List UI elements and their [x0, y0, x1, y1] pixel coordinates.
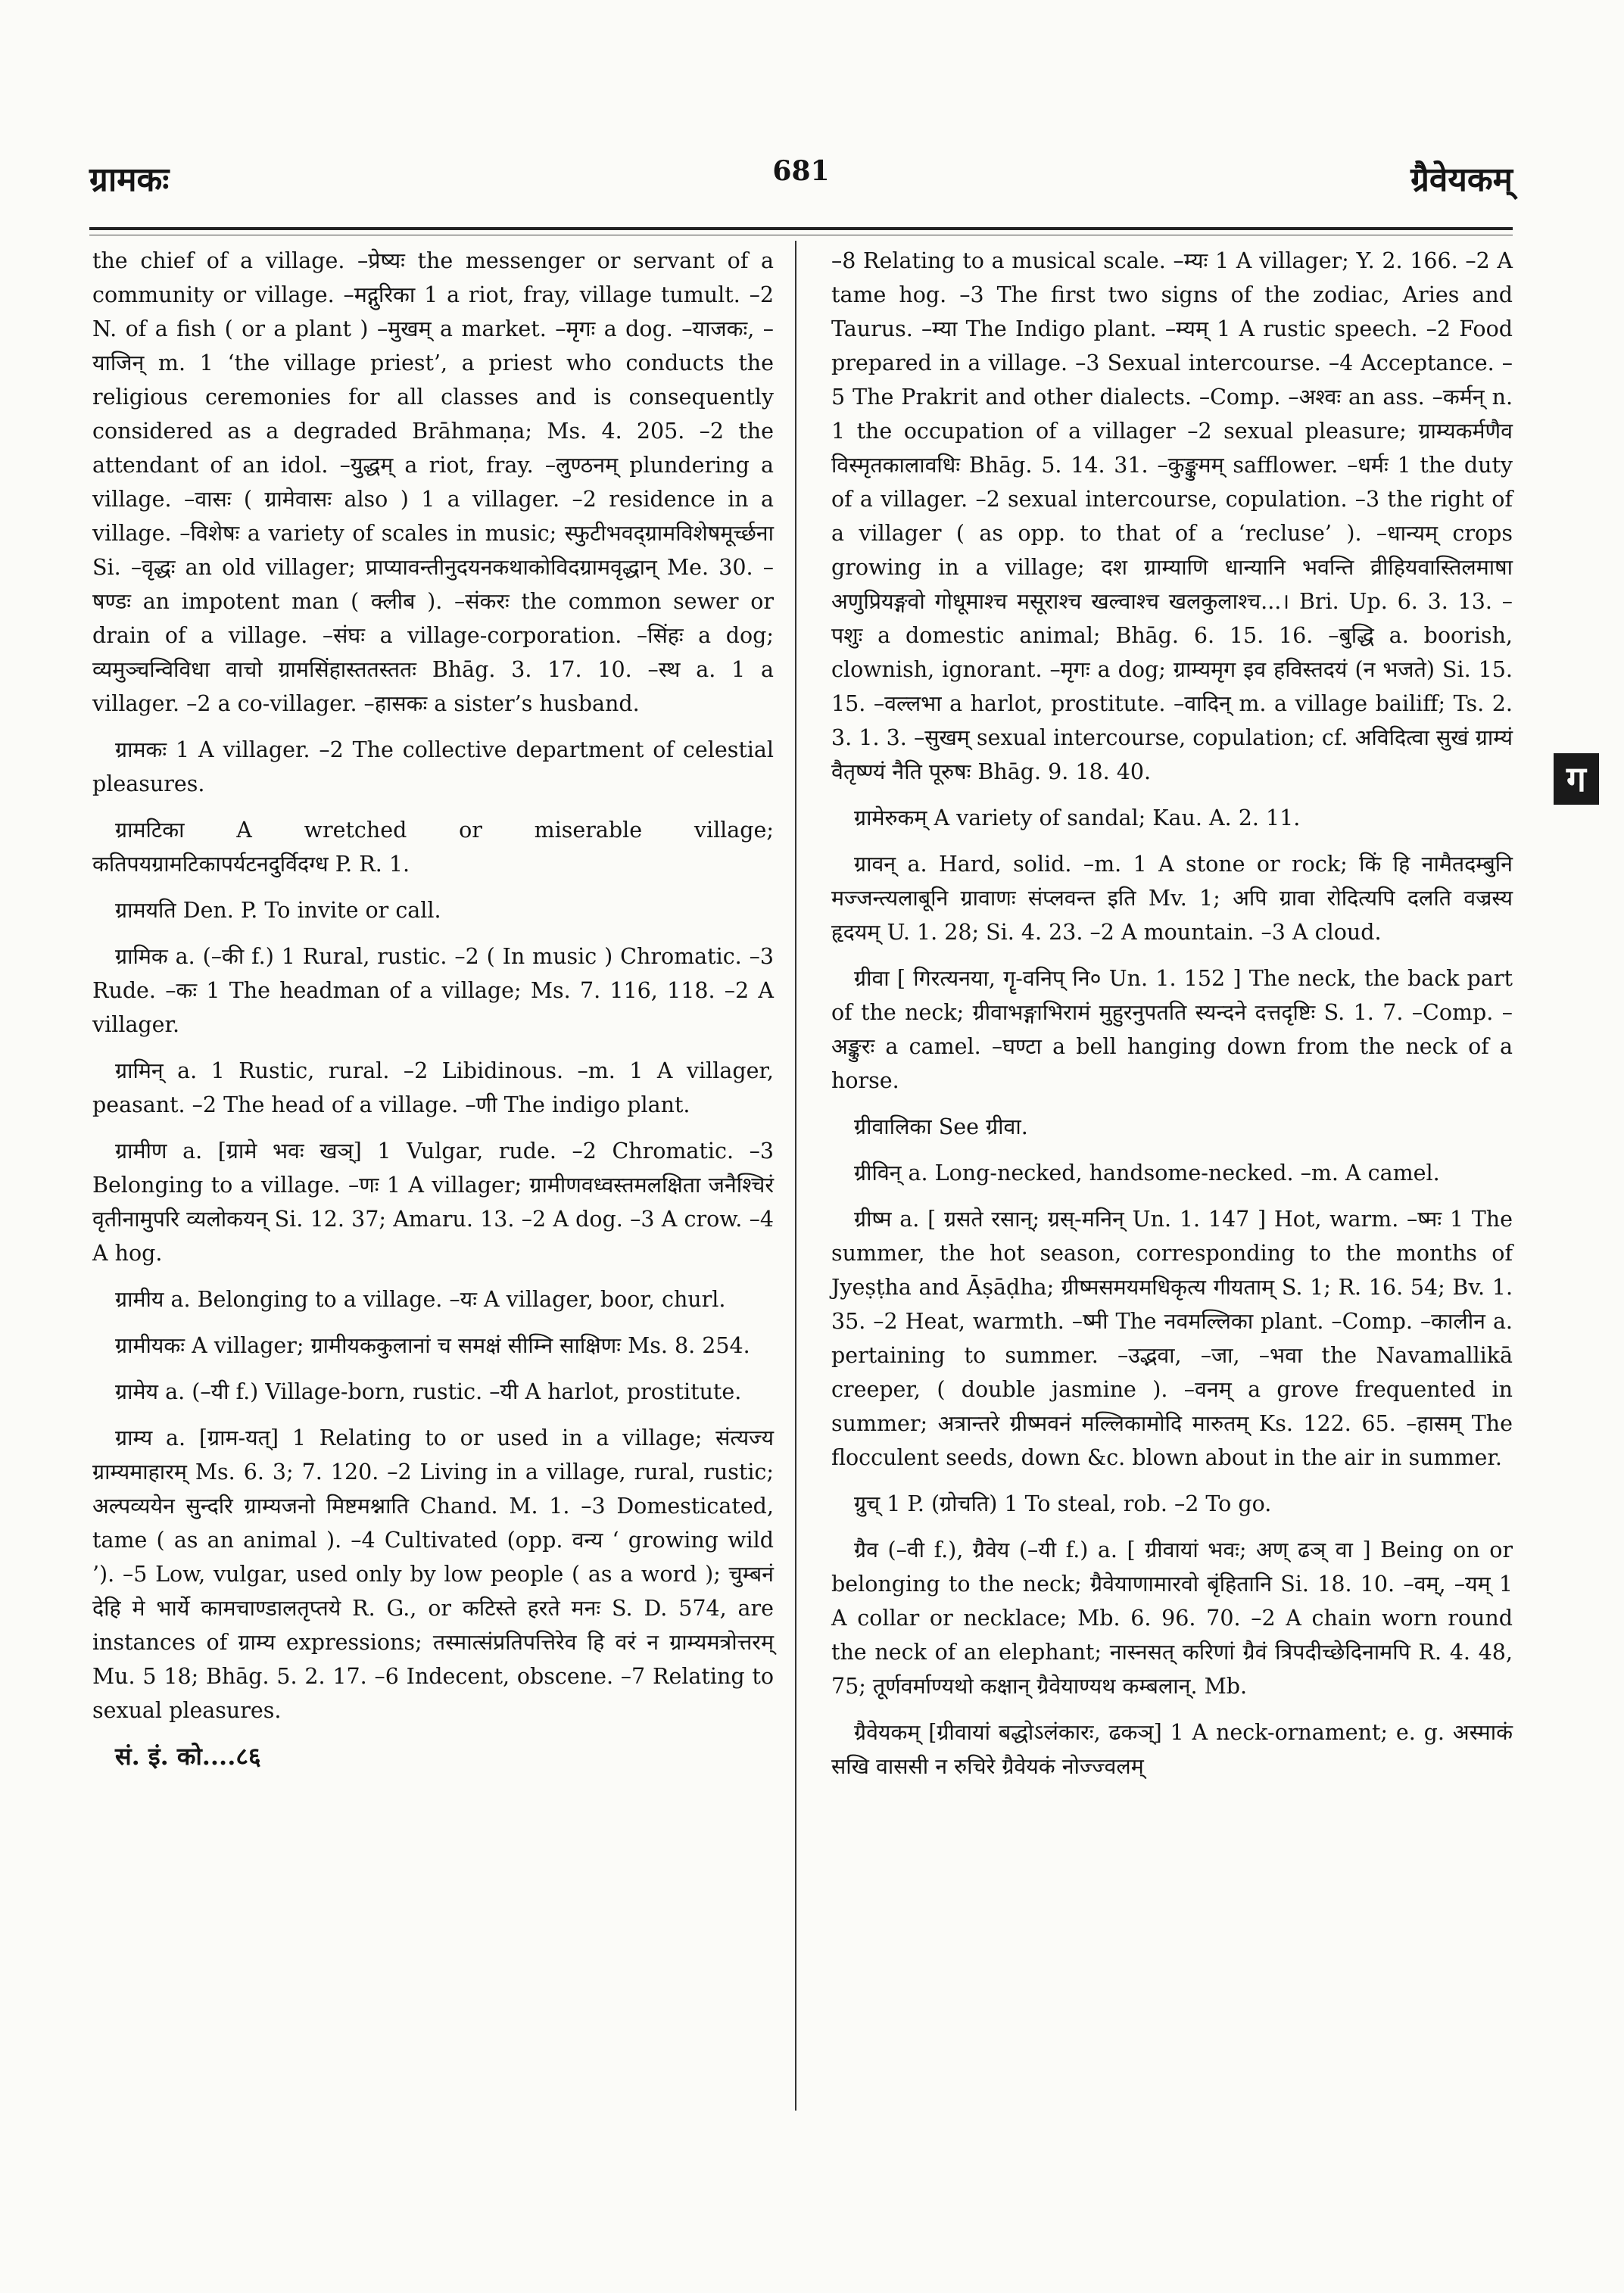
dictionary-entry: ग्रामीय a. Belonging to a village. –यः A villager, boor, churl.: [115, 1287, 726, 1312]
dictionary-entry: –8 Relating to a musical scale. –म्यः 1 A villager; Y. 2. 166. –2 A tame hog. –3 The first two signs of the zodiac, Aries and Taurus. –म्या The Indigo plant. –म्यम् 1 A rustic speech. –2 Food prepared in a village. –3 Sexual intercourse. –4 Acceptance. –5 The Prakrit and other dialects. –Comp. –अश्वः an ass. –कर्मन् n. 1 the occupation of a villager –2 sexual pleasure; ग्राम्यकर्मणैव विस्मृतकालावधिः Bhāg. 5. 14. 31. –कुङ्कुमम् safflower. –धर्मः 1 the duty of a villager. –2 sexual intercourse, copulation. –3 the right of a villager ( as opp. to that of a ‘recluse’ ). –धान्यम् crops growing in a village; दश ग्राम्याणि धान्यानि भवन्ति व्रीहियवास्तिलमाषा अणुप्रियङ्गवो गोधूमाश्च मसूराश्च खल्वाश्च खलकुलाश्च...। Bri. Up. 6. 3. 13. –पशुः a domestic animal; Bhāg. 6. 15. 16. –बुद्धि a. boorish, clownish, ignorant. –मृगः a dog; ग्राम्यमृग इव हविस्तदयं (न भजते) Si. 15. 15. –वल्लभा a harlot, prostitute. –वादिन् m. a village bailiff; Ts. 2. 3. 1. 3. –सुखम् sexual intercourse, copulation; cf. अविदित्वा सुखं ग्राम्यं वैतृष्ण्यं नैति पूरुषः Bhāg. 9. 18. 40.: [831, 248, 1513, 784]
dictionary-entry: ग्रीविन् a. Long-necked, handsome-necked. –m. A camel.: [854, 1161, 1440, 1185]
left-headword: ग्रामकः: [89, 160, 170, 199]
running-head: [89, 155, 1513, 223]
dictionary-entry: ग्रामकः 1 A villager. –2 The collective department of celestial pleasures.: [92, 737, 774, 796]
dictionary-entry: ग्रैवेयकम् [ग्रीवायां बद्धोऽलंकारः, ढकञ्] 1 A neck-ornament; e. g. अस्माकं सखि वाससी न रुचिरे ग्रैवेयकं नोज्ज्वलम्: [831, 1720, 1513, 1779]
dictionary-entry: ग्राम्य a. [ग्राम-यत्] 1 Relating to or used in a village; संत्यज्य ग्राम्यमाहारम् Ms. 6. 3; 7. 120. –2 Living in a village, rural, rustic; अल्पव्ययेन सुन्दरि ग्राम्यजनो मिष्टमश्नाति Chand. M. 1. –3 Domesticated, tame ( as an animal ). –4 Cultivated (opp. वन्य ‘ growing wild ’). –5 Low, vulgar, used only by low people ( as a word ); चुम्बनं देहि मे भार्ये कामचाण्डालतृप्तये R. G., or कटिस्ते हरते मनः S. D. 574, are instances of ग्राम्य expressions; तस्मात्संप्रतिपत्तिरेव हि वरं न ग्राम्यमत्रोत्तरम् Mu. 5 18; Bhāg. 5. 2. 17. –6 Indecent, obscene. –7 Relating to sexual pleasures.: [92, 1425, 774, 1723]
dictionary-entry: ग्रीवालिका See ग्रीवा.: [854, 1114, 1028, 1139]
dictionary-entry: ग्रावन् a. Hard, solid. –m. 1 A stone or rock; किं हि नामैतदम्बुनि मज्जन्त्यलाबूनि ग्रावाणः संप्लवन्त इति Mv. 1; अपि ग्रावा रोदित्यपि दलति वज्रस्य हृदयम् U. 1. 28; Si. 4. 23. –2 A mountain. –3 A cloud.: [831, 852, 1513, 945]
dictionary-entry: ग्रामयति Den. P. To invite or call.: [115, 898, 441, 923]
signature-mark: सं. इं. को....८६: [115, 1742, 261, 1771]
dictionary-entry: ग्रीवा [ गिरत्यनया, गॄ-वनिप् नि० Un. 1. 152 ] The neck, the back part of the neck; ग्रीवाभङ्गाभिरामं मुहुरनुपतति स्यन्दने दत्तदृष्टिः S. 1. 7. –Comp. –अङ्कुरः a camel. –घण्टा a bell hanging down from the neck of a horse.: [831, 966, 1513, 1093]
dictionary-entry: the chief of a village. –प्रेष्यः the messenger or servant of a community or village. –मद्गुरिका 1 a riot, fray, village tumult. –2 N. of a fish ( or a plant ) –मुखम् a market. –मृगः a dog. –याजकः, –याजिन् m. 1 ‘the village priest’, a priest who conducts the religious ceremonies for all classes and is consequently considered as a degraded Brāhmaṇa; Ms. 4. 205. –2 the attendant of an idol. –युद्धम् a riot, fray. –लुण्ठनम् plundering a village. –वासः ( ग्रामेवासः also ) 1 a villager. –2 residence in a village. –विशेषः a variety of scales in music; स्फुटीभवद्ग्रामविशेषमूर्च्छना Si. –वृद्धः an old villager; प्राप्यावन्तीनुदयनकथाकोविदग्रामवृद्धान् Me. 30. –षण्डः an impotent man ( क्लीब ). –संकरः the common sewer or drain of a village. –संघः a village-corporation. –सिंहः a dog; व्यमुञ्चन्विविधा वाचो ग्रामसिंहास्ततस्ततः Bhāg. 3. 17. 10. –स्थ a. 1 a villager. –2 a co-villager. –हासकः a sister’s husband.: [92, 248, 774, 716]
dictionary-entry: ग्रामिन् a. 1 Rustic, rural. –2 Libidinous. –m. 1 A villager, peasant. –2 The head of a village. –णी The indigo plant.: [92, 1058, 774, 1117]
dictionary-entry: ग्रीष्म a. [ ग्रसते रसान्; ग्रस्-मनिन् Un. 1. 147 ] Hot, warm. –ष्मः 1 The summer, the hot season, corresponding to the months of Jyeṣṭha and Āṣāḍha; ग्रीष्मसमयमधिकृत्य गीयताम् S. 1; R. 16. 54; Bv. 1. 35. –2 Heat, warmth. –ष्मी The नवमल्लिका plant. –Comp. –कालीन a. pertaining to summer. –उद्भवा, –जा, –भवा the Navamallikā creeper, ( double jasmine ). –वनम् a grove frequented in summer; अत्रान्तरे ग्रीष्मवनं मल्लिकामोदि मारुतम् Ks. 122. 65. –हासम् The flocculent seeds, down &c. blown about in the air in summer.: [831, 1207, 1513, 1470]
dictionary-entry: ग्रामिक a. (–की f.) 1 Rural, rustic. –2 ( In music ) Chromatic. –3 Rude. –कः 1 The headman of a village; Ms. 7. 116, 118. –2 A villager.: [92, 944, 774, 1037]
dictionary-entry: ग्रामीण a. [ग्रामे भवः खञ्] 1 Vulgar, rude. –2 Chromatic. –3 Belonging to a village. –णः 1 A villager; ग्रामीणवध्वस्तमलक्षिता जनैश्चिरं वृतीनामुपरि व्यलोकयन् Si. 12. 37; Amaru. 13. –2 A dog. –3 A crow. –4 A hog.: [92, 1139, 774, 1266]
dictionary-entry: ग्रामटिका A wretched or miserable village; कतिपयग्रामटिकापर्यटनदुर्विदग्ध P. R. 1.: [92, 818, 774, 877]
dictionary-entry: ग्रामेरुकम् A variety of sandal; Kau. A. 2. 11.: [854, 805, 1301, 830]
dictionary-entry: ग्रैव (–वी f.), ग्रैवेय (–यी f.) a. [ ग्रीवायां भवः; अण् ढञ् वा ] Being on or belonging to the neck; ग्रैवेयाणामारवो बृंहितानि Si. 18. 10. –वम्, –यम् 1 A collar or necklace; Mb. 6. 96. 70. –2 A chain worn round the neck of an elephant; नास्नसत् करिणां ग्रैवं त्रिपदीच्छेदिनामपि R. 4. 48, 75; तूर्णवर्माण्यथो कक्षान् ग्रैवेयाण्यथ कम्बलान्. Mb.: [831, 1537, 1513, 1699]
dictionary-entry: ग्रुच् 1 P. (ग्रोचति) 1 To steal, rob. –2 To go.: [854, 1491, 1272, 1516]
page-number: 681: [772, 155, 830, 187]
dictionary-entry: ग्रामीयकः A villager; ग्रामीयककुलानां च समक्षं सीम्नि साक्षिणः Ms. 8. 254.: [115, 1333, 750, 1358]
thumb-index-tab: ग: [1554, 753, 1599, 805]
column-divider: [795, 241, 796, 2111]
right-column: [831, 244, 1513, 1796]
left-column: [92, 244, 774, 1774]
header-rule: [89, 227, 1513, 230]
right-headword: ग्रैवेयकम्: [1410, 160, 1513, 199]
dictionary-entry: ग्रामेय a. (–यी f.) Village-born, rustic. –यी A harlot, prostitute.: [115, 1379, 742, 1404]
